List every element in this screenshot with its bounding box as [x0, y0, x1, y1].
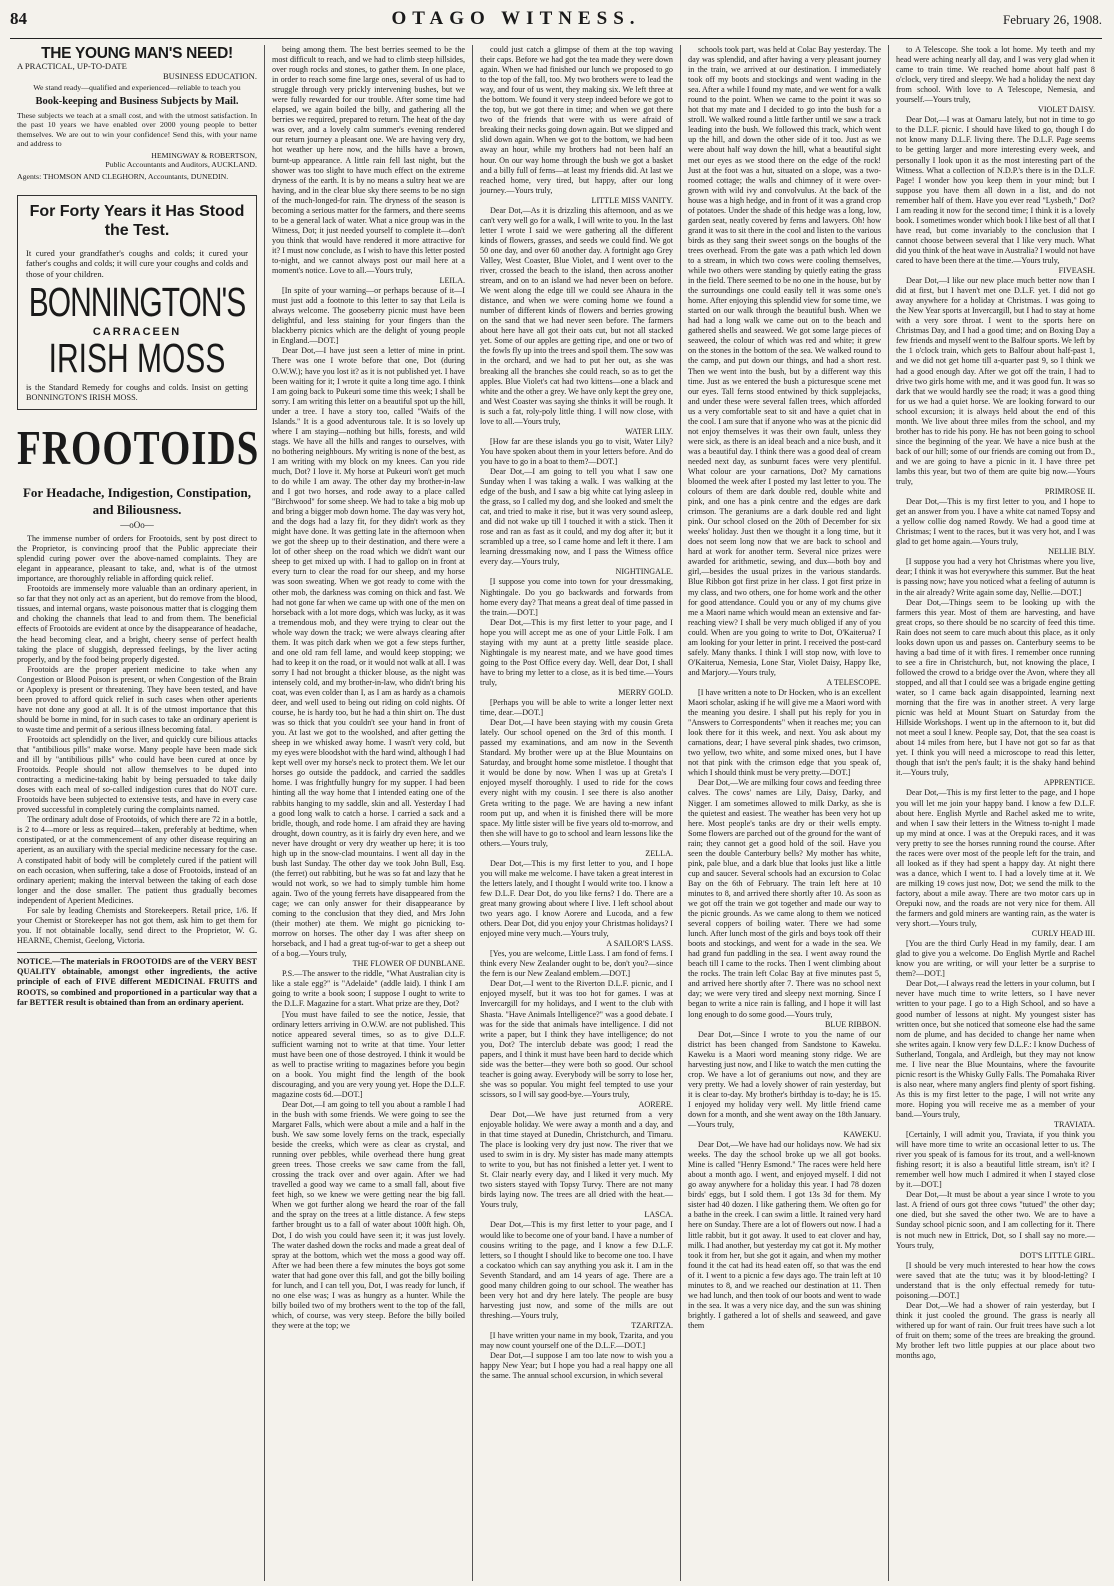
- editor-reply: [You are the third Curly Head in my family, dear. I am glad to give you a welcome. Do English Myrtle and Rachel know you are writing, or will your letter be a surprise to them?—DOT.]: [896, 939, 1095, 979]
- newspaper-title: OTAGO WITNESS.: [391, 8, 641, 29]
- letter-signature: LITTLE MISS VANITY.: [591, 195, 673, 205]
- letter-paragraph: Dear Dot,—Since I wrote to you the name of our district has been changed from Sandstone to Kaweku. Kaweku is a Maori word meaning stony ridge. We are harvesting just now, and I like to watch the men cutting the crop. We have a lot of geraniums out now, and they are very pretty. We had a lovely shower of rain yesterday, but it is clear to-day. My brother's birthday is to-day; he is 15. I enjoyed my holiday very well. My little friend came down for a month, and she went away on the 18th January.—Yours truly,: [688, 1029, 881, 1130]
- letter-paragraph: Dear Dot,—Things seem to be looking up with the farmers this year. Most of them are harvesting, and have great crops, so there should be no scarcity of feed this time. Rain does not seem to care much about this place, as it only looks down upon us and passes on. Canterbury seems to be having a bad time of it with fires. I remember once running to see a fire in Christchurch, but, not knowing the place, I followed the crowd to a bridge over the Avon, where they all stopped, and all that I could see was a brigade engine getting water, so I came back again disappointed, learning next morning that the fire was in another street. A very large picnic was held at Mount Stuart on Saturday from the Hillside Workshops. I went up in the afternoon to it, but did not meet a soul I knew. People say, Dot, that the sea coast is about 14 miles from here, but I have not got so far as that yet. I think you will need a microscope to read this letter, though that isn't the pen's fault; it is the shaky hand behind it.—Yours truly,: [896, 597, 1095, 778]
- product-name: IRISH MOSS: [48, 337, 226, 382]
- editor-reply: [I have written a note to Dr Hocken, who is an excellent Maori scholar, asking if he will give me a Maori word with the meaning you desire. I shall put his reply for you in "Answers to Correspondents" when it reaches me; you can look there for it this week, and next. You ask about my carnations, dear; I have several pink shades, two crimson, two yellow, two white, and some mixed ones, but I have not that pink with the crimson edge that you speak of, which I should think must be very pretty.—DOT.]: [688, 688, 881, 778]
- brand-name: BONNINGTON'S: [28, 280, 246, 326]
- letter-paragraph: being among them. The best berries seemed to be the most difficult to reach, and we had to climb steep hillsides, over rough rocks and stones, to gather them. In one place, in order to reach some fine large ones, several of us had to struggle through very prickly intervening bushes, but we were fully rewarded for our trouble. After some time had elapsed, we again boiled the billy, and gathering all the berries we required, prepared to return. The heat of the day was over, and a lovely calm summer's evening rendered our return journey a pleasant one. We are having very dry, hot weather up here now, and the hills have a brown, burnt-up appearance. A little rain fell last night, but the shower was too slight to have much effect on the extreme dryness of the earth. It is by no means a sultry heat we are having, and in the clear blue sky there seems to be no sign of the much-longed-for rain. The dryness of the season is becoming a serious matter for the farmers, and there seems to be a general lack of water. What a nice group was in the Witness, Dot; it just needed yourself to complete it—don't you think that would have rendered it more attractive for it? I must now conclude, as I wish to have this letter posted to-night, and we cannot always post our mail here at a moment's notice. Love to all.—Yours truly,: [272, 45, 465, 276]
- ad-body: These subjects we teach at a small cost, and with the utmost satisfaction. In the past 10 years we have enabled over 2000 young people to better themselves. We are out to win your confidence! Send this, with your name and address to: [17, 110, 257, 149]
- editor-reply: [I suppose you come into town for your dressmaking, Nightingale. Do you go backwards and forwards from home every day? That means a great deal of time passed in the train.—DOT.]: [480, 577, 673, 617]
- editor-reply: [I suppose you had a very hot Christmas where you live, dear; I think it was hot everywhere this summer. But the heat is passing now; have you noticed what a feeling of autumn is in the air already? Write again some day, Nellie.—DOT.]: [896, 557, 1095, 597]
- letter-paragraph: Dear Dot,—I suppose I am too late now to wish you a happy New Year; but I hope you had a real happy one all the same. The annual school excursion, in which several: [480, 1351, 673, 1381]
- letter-signature: DOT'S LITTLE GIRL.: [1019, 1250, 1095, 1260]
- letter-signature: APPRENTICE.: [1043, 778, 1095, 788]
- column-letters-4: [681, 45, 889, 1581]
- letter-signature: TRAVIATA.: [1054, 1120, 1095, 1130]
- letter-signature: BLUE RIBBON.: [825, 1019, 881, 1029]
- letter-paragraph: Dear Dot,—I was at Oamaru lately, but not in time to go to the D.L.F. picnic. I should have liked to go, though I do not know many D.L.F. living there. The D.L.F. Page seems to be getting larger and more interesting every week, and personally I look upon it as the most interesting part of the Witness. What a collection of N.D.P.'s there is in the D.L.F. Page! I wonder how you keep them in your mind; but I suppose you have them all down in a list, and do not remember half of them. Have you ever read "Lysbeth," Dot? I am reading it now for the second time; I think it is a lovely book. I sometimes wonder which book I like best of all that I have read, but come invariably to the conclusion that I cannot choose between several that I like very much. What did you think of the heat wave in Australia? I would not have cared to have been there at the time.—Yours truly,: [896, 115, 1096, 265]
- letter-signature: ZELLA.: [645, 848, 673, 858]
- ad-firm: HEMINGWAY & ROBERTSON,: [151, 150, 257, 160]
- masthead: [10, 8, 1102, 39]
- letter-paragraph: Dear Dot,—It must be about a year since I wrote to you last. A friend of ours got three cows "tutued" the other day; one died, but she saved the other two. We are to have a Sunday school picnic soon, and I am collecting for it. There is not much new in Ettrick, Dot, so I shall say no more.—Yours truly,: [896, 1190, 1095, 1250]
- ornament: —oOo—: [120, 519, 154, 530]
- letter-signature: LEILA.: [439, 276, 465, 286]
- ad-offer: Book-keeping and Business Subjects by Mail.: [35, 95, 239, 107]
- editor-reply: [How far are these islands you go to visit, Water Lily? You have spoken about them in your letters before. And do you have to go in a boat to them?—DOT.]: [480, 436, 673, 466]
- letter-paragraph: Dear Dot,—I have been staying with my cousin Greta lately. Our school opened on the 3rd of this month. I passed my examinations, and am now in the Seventh Standard. My brother were up at the Blue Mountains on Saturday, and brought home some mistletoe. I thought that it would be done by now. When I was up at Greta's I enjoyed myself thoroughly. I used to ride for the cows every night with my cousin. I see there is also another Greta writing to the page. We are having a new infant room put up, and when it is finished there will be more space. My little sister will be five years old to-morrow, and then she will have to go to school and learn lessons like the others.—Yours truly,: [480, 718, 673, 848]
- ad-paragraph: For sale by leading Chemists and Storekeepers. Retail price, 1/6. If your Chemist or Storekeeper has not got them, ask him to get them for you. If not obtainable locally, send direct to the Proprietor, W. G. HEARNE, Chemist, Geelong, Victoria.: [17, 905, 257, 945]
- letter-paragraph: schools took part, was held at Colac Bay yesterday. The day was splendid, and after having a very pleasant journey in the train, we arrived at our destination. I immediately took off my boots and stockings and went wading in the sea. After a while I found my mate, and we went for a walk round to the point. When we came to the point it was so hot that my mate and I decided to go into the bush for a stroll. We walked round a little farther until we saw a track leading into the bush. We followed this track, which went up the hill, and down the other side of it too. Just as we were about half way down the hill, what a beautiful sight met our eyes as we stood there on the edge of the rock! Just at the foot was a hut, situated on a slope, was a two-roomed cottage; the walls and chimney of it were over-grown with wild ivy and convolvulus. At the back of the house was a high hedge, and in front of it was a grand crop of potatoes. Under the shade of this hedge was a long, low, garden seat, neatly covered by ferns and lawyers. Oh! how grand it was to sit there in the cool and listen to the various birds as they sang their sweet songs on the boughs of the trees overhead. From the gate was a path which led down to a stream, in which two cows were cooling themselves, while two others were standing by quietly eating the grass in the field. There seemed to be no one in the house, but by the surroundings one could easily tell it was some one's home. After enjoying this splendid view for some time, we started on our walk through the beautiful bush. When we had had a long walk we came out on to the beach and gathered shells and seaweed. We got some large pieces of seaweed, the colour of which was red and white; it grew on the stones in the bottom of the sea. We walked round to the camp, and put down our things, and had a short rest. Then we went into the bush, but by a different way this time. Just as we entered the bush a picturesque scene met our eyes. Tall ferns stood entwined by thick supplejacks, and under these were several fallen trees, which afforded us a very comfortable seat to sit and have a quiet chat in the cool. I am sure that if anyone who was at the picnic did not enjoy themselves it was their own fault, unless they were sick, as there is an ideal beach and a nice bush, and it was a beautiful day. I think there was a good deal of cream needed next day, as sunburnt faces were very plentiful. What colour are your carnations, Dot? My carnations bloomed the week after I posted my last letter to you. The colours of them are dark double red, double white and pink, and one has a pink centre and the edges are dark crimson. The geraniums are a dark double red and light pink. Our school closed on the 20th of December for six weeks' holiday. Just then we thought it a long time, but it does not seem long now that we are back to school and hard at work for another term. Several nice prizes were awarded for arithmetic, sewing, and dux—both boy and girl,—besides the usual prizes in the various standards. Blue Ribbon got first prize in her class. I got first prize in my class, and two others, one for home work and the other for good attendance. Could you or any of my chums give me a Maori name which would mean an extensive and far-reaching view? I shall be very much obliged if any of you could. When are you going to write to Dot, O'Kaiterua? I am looking for your letter in print. I received the post-card safely. Many thanks. I think I will stop now, with love to O'Kaiterua, Nemesia, Lone Star, Violet Daisy, Happy Ike, and Marjory.—Yours truly,: [688, 45, 881, 677]
- editor-reply: [I should be very much interested to hear how the cows were saved that ate the tutu; was it by blood-letting? I understand that is the only effectual remedy for tutu-poisoning.—DOT.]: [896, 1260, 1095, 1300]
- letter-paragraph: Dear Dot,—This is my first letter to you, and I hope you will make me welcome. I have taken a great interest in the letters lately, and I thought I would write too. I know a few D.L.F. Dear Dot, do you like ferns? I do. There are a great many growing about where I live. I left school about two years ago. I know Aorere and Lucoda, and a few others. Dear Dot, did you enjoy your Christmas holidays? I enjoyed mine very much.—Yours truly,: [480, 858, 673, 939]
- letter-paragraph: Dear Dot,—As it is drizzling this afternoon, and as we can't very well go for a walk, I will write to you. In the last letter I wrote I said we were gathering all the different kinds of flowers, grasses, and seeds we could find. We got 50 one day, and over 60 another day. A fortnight ago Grey Valley, West Coaster, Blue Violet, and I went over to the river, crossed the beach to the island, then across another stream, and on to an island we had never been on before. We went along the edge till we could see Ahaura in the distance, and when we were coming home we found a number of different kinds of flowers and berries growing on the sand that we had never seen before. The farmers about here have all got their oats cut, but not all stacked yet. Some of our apples are getting ripe, and one or two of the fowls fly up into the trees and spoil them. The sow was in the orchard, and we had to put her out, as she was breaking all the branches she could reach, so as to get the apples. Blue Violet's cat had two kittens—one a black and white and the other a grey. We have only kept the grey one, and West Coaster was saying she thinks it will be rough. It is such a fat, roly-poly little thing. I will now close, with love to all.—Yours truly,: [480, 205, 673, 426]
- ad-paragraph: Frootoids act splendidly on the liver, and quickly cure bilious attacks that "antibilious pills" make worse. Many people have been made sick and ill by "antibilious pills" who could have been cured at once by Frootoids. People should not allow themselves to be duped into contracting a medicine-taking habit by being persuaded to take daily doses with each meal of so-called indigestion cures that do NOT cure. Frootoids have been subjected to extensive tests, and have in every case proved successful in completely curing the complaints named.: [17, 734, 257, 815]
- letter-signature: FIVEASH.: [1058, 266, 1095, 276]
- letter-signature: VIOLET DAISY.: [1037, 105, 1095, 115]
- editor-reply: [You must have failed to see the notice, Jessie, that ordinary letters arriving in O.W.W. are not published. This notice appeared several times, so as to give D.L.F. sufficient warning not to write at that time. Your letter must have been one of those destroyed. I think it would be as well to practise writing to magazines before you begin on a book. You might find the length of the book discouraging, and you are very young yet. Hope the D.L.F. magazine costs 6d.—DOT.]: [272, 1009, 465, 1099]
- ad-paragraph: The ordinary adult dose of Frootoids, of which there are 72 in a bottle, is 2 to 4—more or less as required—taken, preferably at bedtime, when constipated, or at the commencement of any other disease requiring an aperient, as an auxiliary with the special medicine necessary for the case. A constipated habit of body will be completely cured if the patient will on each occasion, when suffering, take a dose of Frootoids, instead of an ordinary aperient; making the interval between the taking of each dose longer and the dose smaller. The patient thus gradually becomes independent of Aperient Medicines.: [17, 815, 257, 905]
- ad-agents: Agents: THOMSON AND CLEGHORN, Accountants, DUNEDIN.: [17, 171, 229, 181]
- letter-paragraph: Dear Dot,—I always read the letters in your column, but I never have much time to write letters, so I have never written to your page. I go to a High School, and so have a good number of lessons at night. My youngest sister has written once, but she noticed that someone else had the same nom de plume, and has decided to change her name when she writes again. I know very few D.L.F.: I know Duchess of Sutherland, Tongala, and Ardleigh, but they may not know me. I live near the Blue Mountains, where the favourite picnic resort is the Whisky Gully Falls. The Pomahaka River is also near, where many anglers find plenty of sport fishing. As this is my first letter to the page, I will not write any more. Hoping you will receive me as a member of your band.—Yours truly,: [896, 979, 1095, 1119]
- letter-signature: THE FLOWER OF DUNBLANE.: [352, 959, 465, 969]
- letter-paragraph: Dear Dot,—This is my first letter to your page, and I would like to become one of your band. I have a number of cousins writing to the page, and I know a few D.L.F. letters, so I thought I should like to become one too. I have a cockatoo which can say anything you ask it. I am in the Seventh Standard, and am 14 years of age. There are a good many children going to our school. The weather has been very hot and dry here lately. The people are busy harvesting just now, and some of the mills are out threshing.—Yours truly,: [480, 1220, 673, 1320]
- ad-subheading: For Headache, Indigestion, Constipation, and Biliousness.: [22, 484, 251, 517]
- letter-paragraph: Dear Dot,—I have just seen a letter of mine in print. There was one I wrote before that one, Dot (during O.W.W.); have you lost it? as it is not published yet. I have been waiting for it; I wrote it quite a long time ago. I think I am going back to Pukeuri some time this week; I shall be sorry. I am writing this letter on a beautiful spot up the hill, under a tree. I have a story too, called "Waifs of the Islands." It is a good adventurous tale. It is so lovely up where I am staying—nothing but hills, forests, and wild stags. We have all the hills and ranges to ourselves, with no bothering neighbours. My writing is none of the best, as I am writing with my block on my knees. Can you ride much, Dot? I love it. My horse at Pukeuri won't get much to do while I am away. The other day my brother-in-law and I got two horses, and rode away to a place called "Birchwood" for some sheep. We had to take a big mob up and bring a bigger mob down home. The day was very hot, and the dogs had a lazy fit, for they didn't work as they might have done. It was getting late in the afternoon when we got the sheep up to their destination, and there were a lot of other sheep on the road which we didn't want our sheep to get mixed up with. I had to gallop on in front at every turn to clear the road for our sheep, and my horse was soon sweating. When we got ready to come with the other mob, the darkness was coming on thick and fast. We had not gone far when we came up with one of the men on horseback with a lot more dogs, which was lucky, as it was a tremendous mob, and they were trying to clear out the whole way down the track; we were always clearing after them. It was pitch dark when we got a few steps further, and one old ram fell lame, and would keep stopping; we had to keep it on the road, or it would not walk at all. I was sorry I had not brought a thicker blouse, as the night was intensely cold, and my brother-in-law, who didn't bring his coat, was even colder than I, as I am as hardy as a chamois deer, and well used to being out riding on cold nights. Of course, he is hardy too, but he had a thin shirt on. The dust was so thick that you couldn't see your hand in front of you. At last we got to the woolshed, and after getting the sheep in we whisked away home. I wasn't very cold, but my eyes were bloodshot with the hard wind, although I had kept well over my horse's neck to protect them. We let our horses go outside the paddock, and carried the saddles home. I was frightfully hungry for my supper. I had been hinting all the way home that I intended eating one of the rabbits hanging to my saddle, skin and all. Yesterday I had a good long walk to catch a horse. I carried a sack and a bridle, though, and rode home. I am afraid they are having drought, down country, as it is fairly dry even here, and we never have drought or very dry weather up here; it is too high up in the snow-clad mountains. I went all day in the bush last Sunday. The other day we took John Bull, Esq. (the ferret) out rabbiting, but he was so fat and lazy that he would not work, so we had to simply tumble him home again. Two of the young ferrets have disappeared from the cage; we can only answer for their disappearance by coming to the conclusion that they died, and Mrs John (their mother) ate them. We might go picnicking to-morrow on horses. The other day I was after sheep on horseback, and I had a great tug-of-war to get a sheep out of a bog.—Yours truly,: [272, 346, 465, 959]
- letter-signature: PRIMROSE II.: [1044, 487, 1095, 497]
- editor-reply: [In spite of your warning—or perhaps because of it—I must just add a footnote to this letter to say that Leila is always welcome. The gooseberry picnic must have been delightful, and less staining for your fingers than the blackberry picnics which are the delight of young people in England.—DOT.]: [272, 286, 465, 346]
- columns: [10, 45, 1102, 1581]
- column-letters-3: [473, 45, 681, 1581]
- ad-subheading: A PRACTICAL, UP-TO-DATE: [17, 61, 127, 72]
- column-ads: [10, 45, 265, 1581]
- ad-paragraph: Frootoids are the proper aperient medicine to take when any Congestion or Blood Poison is present, or when Congestion of the Brain or Apoplexy is present or threatening. They have been tested, and have been proved to afford quick relief in such cases when other aperients have not done any good at all. It is of the utmost importance that this should be borne in mind, for in such cases to take an ordinary aperient is to waste time and permit of a serious illness becoming fatal.: [17, 664, 257, 734]
- letter-signature: WATER LILY.: [625, 426, 673, 436]
- page-number: 84: [10, 9, 27, 28]
- ad-subheading: BUSINESS EDUCATION.: [162, 71, 257, 82]
- letter-paragraph: Dear Dot,—This is my first letter to the page, and I hope you will let me join your happy band. I know a few D.L.F. about here. English Myrtle and Rachel asked me to write, and when I saw their letters in the Witness to-night I made up my mind at once. I was at the Orepuki races, and it was very pretty to see the horses running round the course. After the races were over most of the people left for the train, and all looked as if they had spent a happy day. At night there was a dance, which I went to. I had a lovely time at it. We are milking 19 cows just now, Dot; we send the milk to the factory, about a mile away. There are two motor cars up in Orepuki now, and the roads are not very nice for them. All the farmers and gold miners are wanting rain, as the water is very short.—Yours truly,: [896, 788, 1095, 929]
- ad-irish-moss: [17, 195, 257, 410]
- letter-paragraph: Dear Dot,—We have had our holidays now. We had six weeks. The day the school broke up we all got books. Mine is called "Henry Esmond." The races were held here about a month ago. I went, and enjoyed myself. I did not go away anywhere for a holiday this year. I had 78 dozen birds' eggs, but I sold them. I got 13s 3d for them. My sister had 40 dozen. I like gathering them. We often go for a bathe in the creek. I can swim a little. It rained very hard here on Sunday. There are a lot of flowers out now. I had a little rabbit, but it got away. It used to eat clover and hay, milk. I had another, but yesterday my cat got it. My mother took it from her, but she got it again, and when my mother found it the cat had its head eaten off, so that was the end of it. I went to a picnic a few days ago. The train left at 10 minutes to 8, and we reached our destination at 11. Then we had lunch, and then took of our boots and went to wade in the sea. It was a very nice day, and the sun was shining brightly. I gathered a lot of shells and seaweed, and gave them: [688, 1140, 881, 1330]
- ad-paragraph: Frootoids are immensely more valuable than an ordinary aperient, in so far that they not only act as an aperient, but do remove from the blood, tissues, and internal organs, waste poisonous matter that is clogging them and choking the channels that lead to and from them. The beneficial effects of Frootoids are evident at once by the disappearance of headache, the head becoming clear, and a bright, cheery sense of perfect health taking the place of sluggish, depressed feelings, by the liver acting properly, and by the food being properly digested.: [17, 584, 257, 664]
- ad-body: It cured your grandfather's coughs and colds; it cured your father's coughs and colds; it will cure your coughs and colds and those of your children.: [26, 248, 248, 279]
- letter-signature: A TELESCOPE.: [826, 677, 881, 687]
- ad-young-mans-need: [17, 45, 257, 181]
- ad-frootoids: [17, 421, 260, 1008]
- letter-paragraph: Dear Dot,—This is my first letter to you, and I hope to get an answer from you. I have a white cat named Topsy and a yellow collie dog named Rowdy. We had a good time at Christmas; I went to the races, but it was very hot, and I was glad to get home again.—Yours truly,: [896, 497, 1095, 547]
- letter-signature: TZARITZA.: [631, 1320, 673, 1330]
- product-variety: CARRACEEN: [92, 325, 182, 338]
- letter-signature: KAWEKU.: [843, 1130, 881, 1140]
- letter-signature: LASCA.: [644, 1210, 673, 1220]
- ad-notice: NOTICE.—The materials in FROOTOIDS are of the VERY BEST QUALITY obtainable, amongst other ingredients, the active principle of each of FIVE different MEDICINAL FRUITS and ROOTS, so combined and proportioned in a particular way that a far BETTER result is obtained than from an ordinary aperient.: [17, 952, 257, 1008]
- letter-signature: NIGHTINGALE.: [615, 567, 673, 577]
- letter-signature: AORERE.: [638, 1099, 673, 1109]
- ad-heading: For Forty Years it Has Stood the Test.: [29, 203, 245, 240]
- ad-footer: is the Standard Remedy for coughs and colds. Insist on getting BONNINGTON'S IRISH MOSS.: [26, 382, 248, 402]
- letter-signature: MERRY GOLD.: [618, 688, 673, 697]
- letter-paragraph: Dear Dot,—I am going to tell you about a ramble I had in the bush with some friends. We were going to see the Margaret Falls, which were about a mile and a half in the bush. We saw some lovely ferns on the track, especially beside the creeks, which were as clear as crystal, and running over pebbles, while overhead there hung great green trees. Those creeks we saw came from the fall, crossing the track over and over again. After we had travelled a good way we came to a small fall, about five feet high, so we knew we were getting near the big fall. When we got further along we heard the roar of the fall and the spray on the trees at a little distance. A few steps farther brought us to a fall of water about 100ft high. Oh, Dot, I do wish you could have seen it; it was just lovely. The water dashed down the rocks and made a great deal of spray at the bottom, which wet the moss a good way off. After we had been there a few minutes the boys got some water that had gone over this fall, and got the billy boiling for lunch, and I can tell you, Dot, I was ready for lunch, if no one else was; I was as hungry as a hunter. While the billy boiled two of my brothers went to the top of the fall, which, of course, was very steep. Before the billy boiled they were at the top; we: [272, 1099, 465, 1330]
- ad-firm-line2: Public Accountants and Auditors, AUCKLAND.: [105, 160, 257, 170]
- ad-tagline: We stand ready—qualified and experienced—reliable to teach you: [33, 83, 241, 93]
- issue-date: February 26, 1908.: [1003, 12, 1102, 27]
- letter-signature: A SAILOR'S LASS.: [606, 939, 673, 949]
- ad-paragraph: The immense number of orders for Frootoids, sent by post direct to the Proprietor, is convincing proof that the Public appreciate their splendid curing power over the above-named complaints. They are elegant in appearance, pleasant to take, and, what is of the utmost importance, are thoroughly reliable in affording quick relief.: [17, 534, 257, 584]
- letter-paragraph: Dear Dot,—I went to the Riverton D.L.F. picnic, and I enjoyed myself, but it was too hot for games. I was at Invercargill for my holidays, and I went to the club with Shasta. "Have Animals Intelligence?" was a good debate. I was for the side that animals have intelligence. I did not write a paper, but I think they have intelligence; do not you, Dot? The interclub debate was good; I read the papers, and I think it must have been hard to decide which side was the better—they were both so good. Our school teacher is going away. Everybody will be sorry to lose her, she was so popular. You might feel tempted to use your scissors, so I will say good-bye.—Yours truly,: [480, 979, 673, 1099]
- editor-reply: [Perhaps you will be able to write a longer letter next time, dear.—DOT.]: [480, 698, 673, 718]
- letter-signature: NELLIE BLY.: [1048, 547, 1095, 557]
- letter-paragraph: Dear Dot,—We are milking four cows and feeding three calves. The cows' names are Lily, Daisy, Darky, and Nigger. I am sometimes allowed to milk Darky, as she is the quietest and easiest. The weather has been very hot up here. Most people's tanks are dry or their wells empty. Some flowers are parched out of the ground for the want of rain; they cannot get a good hold of the soil. Have you seen the double Canterbury bells? My mother has white, pink, pale blue, and a dark blue that looks just like a little cup and saucer. Several schools had an excursion to Colac Bay on the 6th of February. The train left here at 10 minutes to 8, and arrived there shortly after 10. As soon as we got off the train we got together and made our way to the picnic grounds. As we came along to them we noticed several coppers of boiling water. There we had some lunch. After lunch most of the girls and boys took off their boots and stockings, and went for a wade in the sea. We had grand fun paddling in the sea. I went away round the beach till I came to the rocks. Then I went climbing about the rocks. The train left Colac Bay at five minutes past 5, and arrived here shortly after 7. There was no school next day; we were very tired and sleepy next morning. Since I began to write a nice rain is falling, and I hope it will last long enough to do some good.—Yours truly,: [688, 778, 881, 1019]
- letter-paragraph: Dear Dot,—I like our new place much better now than I did at first, but I haven't met one D.L.F. yet. I did not go away anywhere for a holiday at Christmas. I was going to the New Year sports at Invercargill, but I had to stay at home with a very sore throat. I went to the sports here on Christmas Day, and I had a good time; and on Boxing Day a few friends and myself went to the Balfour sports. We left by the 1 o'clock train, which gets to Balfour about half-past 1, and we did not get home till a-quarter past 9, so I think we had a good enough day. After we got off the train, I had to drive two girls home with me, and it was good fun. It was so dark that we would hardly see the road; it was a good thing for us we had a quiet horse. We are looking forward to our school excursion; it is always held about the end of this month. We live about three miles from the school, and my brother has to ride his pony. He has not been going to school since the beginning of the year. We have a nice bush at the back of our hill; some of our friends are coming out from D., and we are going to have a picnic in it. I have three pet lambs this year, but two of them are quite big now.—Yours truly,: [896, 276, 1095, 487]
- editor-reply: [Yes, you are welcome, Little Lass. I am fond of ferns. I think every New Zealander ought to be, don't you?—since the fern is our New Zealand emblem.—DOT.]: [480, 949, 673, 979]
- letter-paragraph: to A Telescope. She took a lot home. My teeth and my head were aching nearly all day, and I was very glad when it came to train time. We reached home about half past 8 o'clock, very tired and sleepy. We had a holiday the next day from school. With love to A Telescope, Nemesia, and yourself.—Yours truly,: [896, 45, 1095, 105]
- letter-paragraph: could just catch a glimpse of them at the top waving their caps. Before we had got the tea made they were down again. When we had finished our lunch we proposed to go to the top of the fall, too. My two brothers were to lead the way, and four of us went, they making six. We left three at the bottom. We found it very steep indeed before we got to the top, but we got there in time; and when we got there two of the friends that were with us were afraid of breaking their necks going down again. But we slipped and slid down again. When we got to the bottom, we had been away an hour, while my brothers had not been half an hour. On our way home through the bush we got a basket and a billy full of ferns—at least my friends did. At last we reached home, very tired, but happy, after our long journey.—Yours truly,: [480, 45, 673, 195]
- ad-heading: FROOTOIDS: [17, 421, 260, 476]
- ad-body: [17, 534, 257, 946]
- column-letters-5: [889, 45, 1102, 1581]
- letter-paragraph: Dear Dot,—We have just returned from a very enjoyable holiday. We were away a month and a day, and in that time stayed at Dunedin, Christchurch, and Timaru. The place is looking very dry just now. The river that we used to swim in is dry. My sister has made many attempts to write to you, but has not finished a letter yet. I went to St. Clair nearly every day, and I liked it very much. My two sisters stayed with Topsy Turvy. There are not many birds laying now. The trees are all dried with the heat.—Yours truly,: [480, 1109, 673, 1210]
- ad-heading: THE YOUNG MAN'S NEED!: [41, 45, 233, 62]
- letter-paragraph: Dear Dot,—This is my first letter to your page, and I hope you will accept me as one of your Little Folk. I am staying with my aunt at a pretty little seaside place. Nightingale is my nearest mate, and we have good times going to the Post Office every day. Well, dear Dot, I shall have to bring my letter to a close, as it is bed time.—Yours truly,: [480, 617, 673, 687]
- letter-paragraph: Dear Dot,—We had a shower of rain yesterday, but I think it just cooled the ground. The grass is nearly all withered up for want of rain. Our fruit trees have such a lot of fruit on them; some of the trees are breaking the ground. My brother left two little puppies at our place about two months ago,: [896, 1300, 1095, 1361]
- editor-reply: [I have written your name in my book, Tzarita, and you may now count yourself one of the D.L.F.—DOT.]: [480, 1331, 673, 1351]
- column-letters-2: [265, 45, 473, 1581]
- editor-reply: [Certainly, I will admit you, Traviata, if you think you will have more time to write an occasional letter to us. The river you speak of is famous for its trout, and a well-known fishing resort; it is also a beautiful little stream, isn't it? I remember well how much I admired it when I stayed close by it.—DOT.]: [896, 1130, 1095, 1190]
- letter-paragraph: Dear Dot,—I am going to tell you what I saw one Sunday when I was taking a walk. I was walking at the edge of the bush, and I saw a big white cat lying asleep in the grass, so I called my dog, and she looked and smelt the cat, and tried to make it rise, but it was very sound asleep, and did not wake up till I touched it with a stick. Then it rose and ran as fast as it could, and my dog after it; but it scrambled up a tree, so I came home and left it there. I am learning dressmaking now, and I pass the Witness office every day.—Yours truly,: [480, 466, 673, 567]
- letter-paragraph: P.S.—The answer to the riddle, "What Australian city is like a stale egg?" is "Adelaide" (addle laid). I think I am going to write a book soon; I suppose I ought to write to the D.L.F. Magazine for a start. What prize are they, Dot?: [272, 969, 465, 1009]
- letter-signature: CURLY HEAD III.: [1031, 929, 1095, 939]
